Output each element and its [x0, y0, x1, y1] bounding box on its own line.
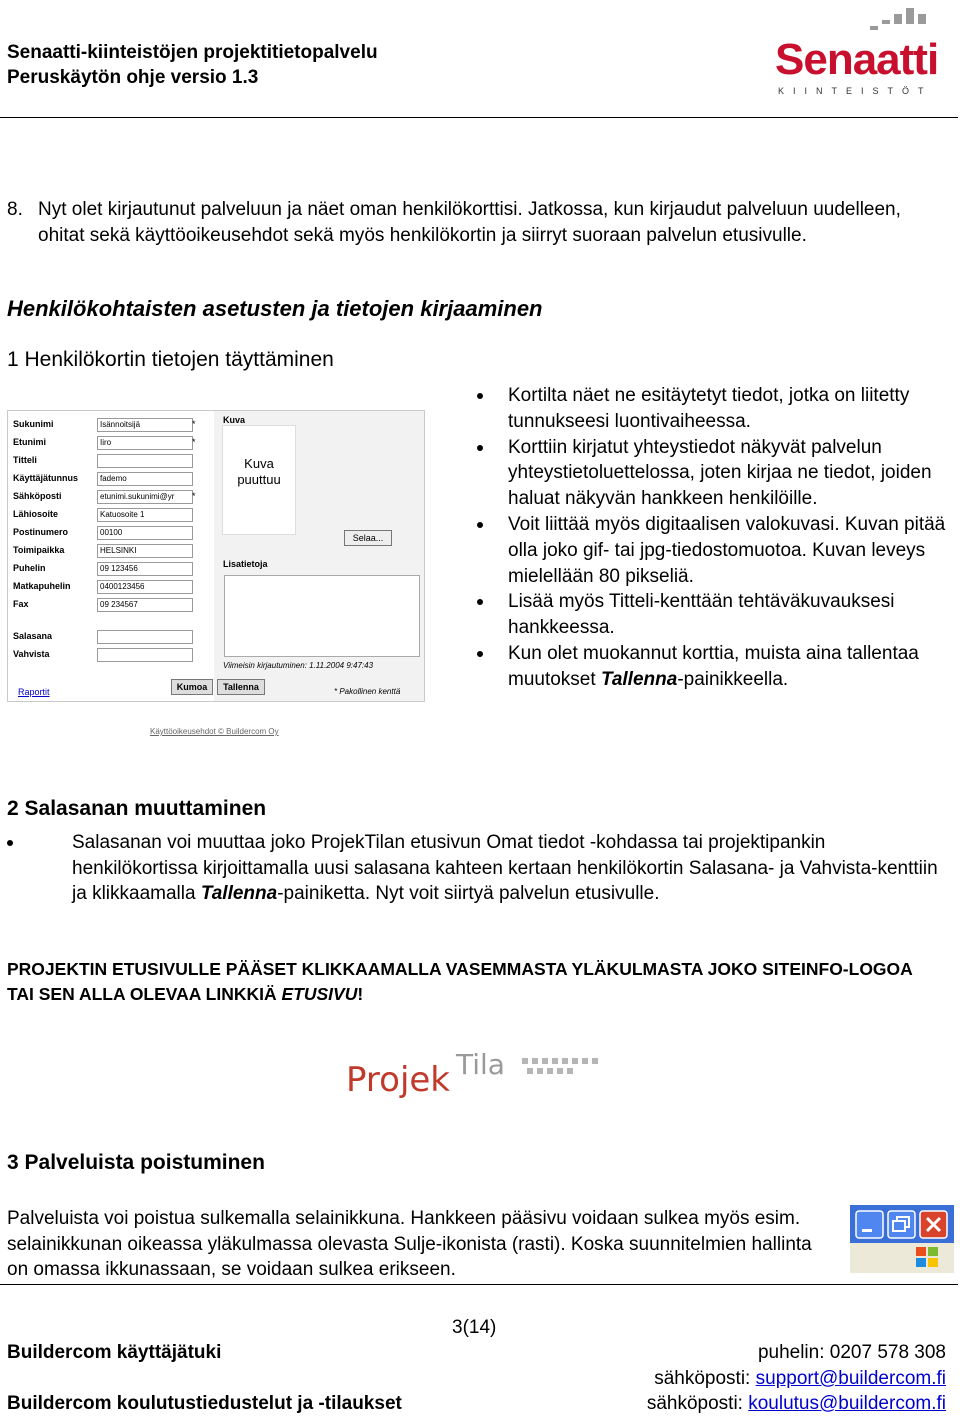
- form-field-input[interactable]: HELSINKI: [97, 544, 193, 558]
- main-section-heading: Henkilökohtaisten asetusten ja tietojen kirjaaminen: [7, 296, 543, 321]
- step-8-number: 8.: [7, 199, 23, 220]
- footer-phone: puhelin: 0207 578 308: [757, 1342, 946, 1363]
- senaatti-logo-word: Senaatti: [775, 35, 939, 84]
- bullet-item: Korttiin kirjatut yhteystiedot näkyvät palvelun yhteystietoluettelossa, joten kirjaa ne tiedot, joiden haluat näkyvän hankkeen henkilöille.: [474, 435, 952, 512]
- footer-training-title: Buildercom koulutustiedustelut ja -tilaukset: [7, 1393, 402, 1414]
- form-field-input[interactable]: 09 234567: [97, 598, 193, 612]
- header-divider: [0, 117, 958, 118]
- lisatietoja-label: Lisatietoja: [223, 559, 268, 569]
- email-label: sähköposti:: [654, 1368, 756, 1389]
- bullet-item: [4, 830, 950, 907]
- window-controls-graphic: [850, 1205, 954, 1273]
- form-field-input[interactable]: Isännoitsijä: [97, 418, 193, 432]
- form-field-label: Käyttäjätunnus: [13, 473, 79, 483]
- form-field-input[interactable]: Katuosoite 1: [97, 508, 193, 522]
- notice-end: !: [357, 984, 364, 1004]
- support-email-link[interactable]: support@buildercom.fi: [755, 1368, 946, 1389]
- cancel-button[interactable]: Kumoa: [171, 679, 213, 695]
- form-field-input[interactable]: etunimi.sukunimi@yr: [97, 490, 193, 504]
- section-2-bullets: [4, 830, 950, 907]
- projektila-logo-dots: [522, 1056, 612, 1078]
- bullet-text-end: -painikkeella.: [677, 668, 789, 690]
- form-field-input[interactable]: Iiro: [97, 436, 193, 450]
- section-1-heading: 1 Henkilökortin tietojen täyttäminen: [7, 348, 334, 371]
- bullet-text: Salasanan voi muuttaa joko ProjekTilan etusivun Omat tiedot -kohdassa tai projektipankin henkilökortissa kirjoittamalla uusi salasana kahteen kertaan henkilökortin Salasana- ja Vahvista-kenttiin ja klikkaamalla: [72, 832, 938, 904]
- section-2-heading: 2 Salasanan muuttaminen: [7, 797, 267, 820]
- form-field-input[interactable]: 00100: [97, 526, 193, 540]
- section-3-heading: 3 Palveluista poistuminen: [7, 1151, 265, 1174]
- notice-etusivu: ETUSIVU: [281, 984, 358, 1004]
- lisatietoja-textarea[interactable]: [224, 575, 420, 657]
- section-3-text: Palveluista voi poistua sulkemalla selainikkuna. Hankkeen pääsivu voidaan sulkea myös esim. selainikkunan oikeassa yläkulmassa olevasta Sulje-ikonista (rasti). Koska suunnitelmien hallinta on omassa ikkunassaan, se voidaan sulkea erikseen.: [7, 1208, 812, 1280]
- form-field-label: Etunimi: [13, 437, 46, 447]
- kuva-label: Kuva: [223, 415, 246, 425]
- tallenna-emphasis: Tallenna: [200, 883, 278, 904]
- save-button[interactable]: Tallenna: [217, 679, 265, 695]
- form-field-label: Vahvista: [13, 649, 50, 659]
- document-subtitle: Peruskäytön ohje versio 1.3: [7, 67, 259, 88]
- bullet-item: Voit liittää myös digitaalisen valokuvasi. Kuvan pitää olla joko gif- tai jpg-tiedostomuotoa. Kuvan leveys mielellään 80 pikseliä.: [474, 512, 952, 589]
- form-field-label: Postinumero: [13, 527, 69, 537]
- required-note: * Pakollinen kenttä: [334, 687, 401, 696]
- footer-divider: [0, 1284, 958, 1285]
- form-field-input[interactable]: 0400123456: [97, 580, 193, 594]
- form-field-label: Matkapuhelin: [13, 581, 71, 591]
- projektila-logo: [342, 1048, 612, 1100]
- footer-training-email: [647, 1391, 946, 1416]
- form-field-label: Sähköposti: [13, 491, 62, 501]
- photo-missing-text: Kuva puuttuu: [237, 456, 281, 487]
- bullet-item-save: [474, 641, 952, 693]
- form-footer-links[interactable]: Käyttöoikeusehdot © Buildercom Oy: [150, 727, 279, 736]
- required-marker: *: [192, 437, 196, 447]
- senaatti-logo-subtext: KIINTEISTÖT: [778, 86, 933, 96]
- projektila-logo-part2: Tila: [456, 1048, 505, 1081]
- form-field-label: Fax: [13, 599, 29, 609]
- required-marker: *: [192, 419, 196, 429]
- email-label: sähköposti:: [646, 1393, 749, 1414]
- footer-support-title: Buildercom käyttäjätuki: [7, 1342, 222, 1363]
- form-field-label: Titteli: [13, 455, 37, 465]
- personal-card-screenshot: [7, 410, 425, 702]
- form-field-input[interactable]: fademo: [97, 472, 193, 486]
- tallenna-emphasis: Tallenna: [600, 668, 678, 690]
- page-number: 3(14): [452, 1317, 497, 1338]
- projektila-logo-part1: Projek: [346, 1060, 450, 1100]
- form-field-input[interactable]: 09 123456: [97, 562, 193, 576]
- window-controls-image: [850, 1205, 954, 1273]
- section-1-bullets: [474, 383, 952, 693]
- form-field-label: Lähiosoite: [13, 509, 59, 519]
- required-marker: *: [192, 491, 196, 501]
- form-field-label: Salasana: [13, 631, 53, 641]
- step-8-text: Nyt olet kirjautunut palveluun ja näet oman henkilökorttisi. Jatkossa, kun kirjaudut palveluun uudelleen, ohitat sekä käyttöoikeusehdot sekä myös henkilökortin ja siirryt suoraan palvelun etusivulle.: [38, 199, 901, 246]
- notice-text: PROJEKTIN ETUSIVULLE PÄÄSET KLIKKAAMALLA VASEMMASTA YLÄKULMASTA JOKO SITEINFO-LOGOA TAI SEN ALLA OLEVAA LINKKIÄ: [7, 959, 913, 1004]
- last-login-text: Viimeisin kirjautuminen: 1.11.2004 9:47:43: [223, 661, 374, 670]
- photo-placeholder: [222, 425, 296, 535]
- bullet-item: Lisää myös Titteli-kenttään tehtäväkuvauksesi hankkeessa.: [474, 589, 952, 641]
- bullet-text-end: -painiketta. Nyt voit siirtyä palvelun etusivulle.: [277, 883, 660, 904]
- browse-button[interactable]: Selaa...: [344, 530, 392, 546]
- minimize-icon: [856, 1211, 883, 1238]
- step-8: [7, 197, 952, 248]
- form-field-input[interactable]: [97, 454, 193, 468]
- bullet-item: Kortilta näet ne esitäytetyt tiedot, jotka on liitetty tunnukseesi luontivaiheessa.: [474, 383, 952, 435]
- document-title: Senaatti-kiinteistöjen projektitietopalvelu: [7, 42, 378, 63]
- form-field-label: Toimipaikka: [13, 545, 65, 555]
- form-field-label: Puhelin: [13, 563, 46, 573]
- frontpage-notice: [7, 957, 937, 1007]
- header-title-block: [7, 40, 378, 90]
- footer-support-email: [654, 1366, 946, 1391]
- bullet-text: Kun olet muokannut korttia, muista aina tallentaa muutokset: [508, 642, 919, 690]
- form-field-input[interactable]: [97, 648, 193, 662]
- training-email-link[interactable]: koulutus@buildercom.fi: [748, 1393, 946, 1414]
- form-field-label: Sukunimi: [13, 419, 54, 429]
- raportit-link[interactable]: Raportit: [18, 687, 50, 697]
- form-field-input[interactable]: [97, 630, 193, 644]
